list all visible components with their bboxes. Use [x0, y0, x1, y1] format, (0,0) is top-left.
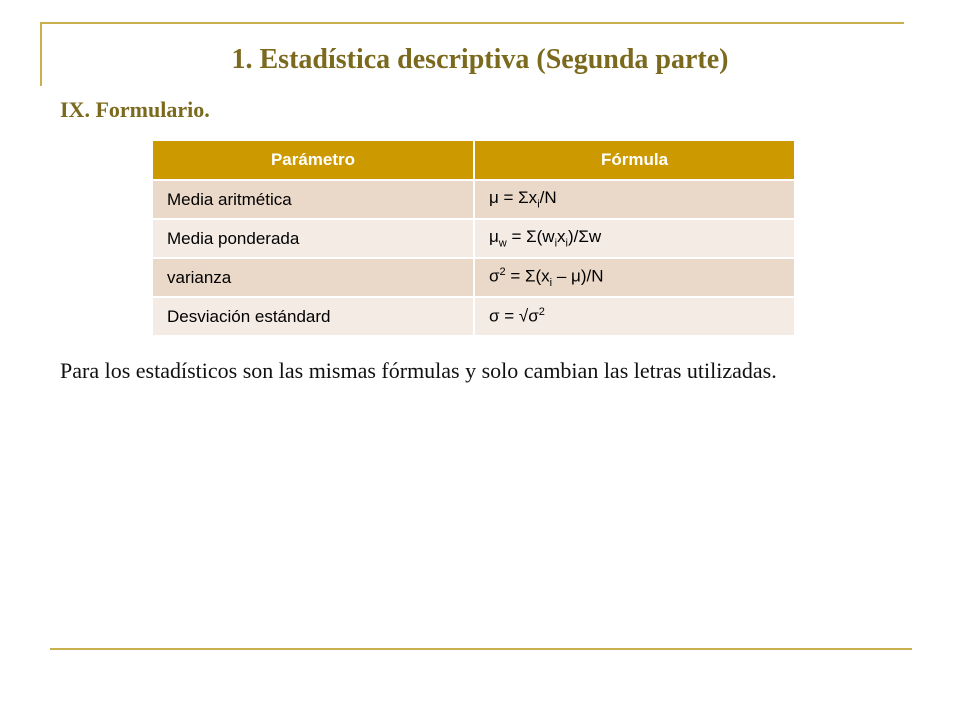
- table-row: [153, 258, 795, 297]
- formula-subscript: i: [537, 198, 540, 211]
- header-formula: Fórmula: [474, 141, 795, 180]
- table-row: [153, 297, 795, 336]
- formula-superscript: 2: [499, 265, 506, 278]
- header-parametro: Parámetro: [153, 141, 474, 180]
- formula-cell: $\mu = \Sigma x_i/N$: [474, 180, 795, 219]
- formula-subscript: w: [498, 237, 507, 250]
- formula-subscript: i: [565, 237, 568, 250]
- formula-cell: $\mu_w = \Sigma(w_ix_i)/\Sigma w$: [474, 219, 795, 258]
- formula-cell: $\sigma^2 = \Sigma(x_i - \mu)/N$: [474, 258, 795, 297]
- section-heading: IX. Formulario.: [60, 97, 210, 122]
- formula-subscript: i: [549, 277, 553, 290]
- top-rule: [40, 22, 904, 24]
- table-header-row: [153, 141, 795, 180]
- parameter-cell: Media aritmética: [153, 180, 474, 219]
- formula-superscript: 2: [538, 306, 545, 319]
- formula-subscript: i: [554, 237, 558, 250]
- table-row: [153, 180, 795, 219]
- slide-title: 1. Estadística descriptiva (Segunda parte): [231, 44, 729, 75]
- parameter-cell: varianza: [153, 258, 474, 297]
- parameter-cell: Desviación estándard: [153, 297, 474, 336]
- formula-cell: $\sigma = √\sigma^2$: [474, 297, 795, 336]
- table-row: [153, 219, 795, 258]
- formula-table: [153, 141, 796, 337]
- parameter-cell: Media ponderada: [153, 219, 474, 258]
- body-paragraph: Para los estadísticos son las mismas fórmulas y solo cambian las letras utilizadas.: [60, 358, 777, 383]
- bottom-rule: [50, 648, 912, 650]
